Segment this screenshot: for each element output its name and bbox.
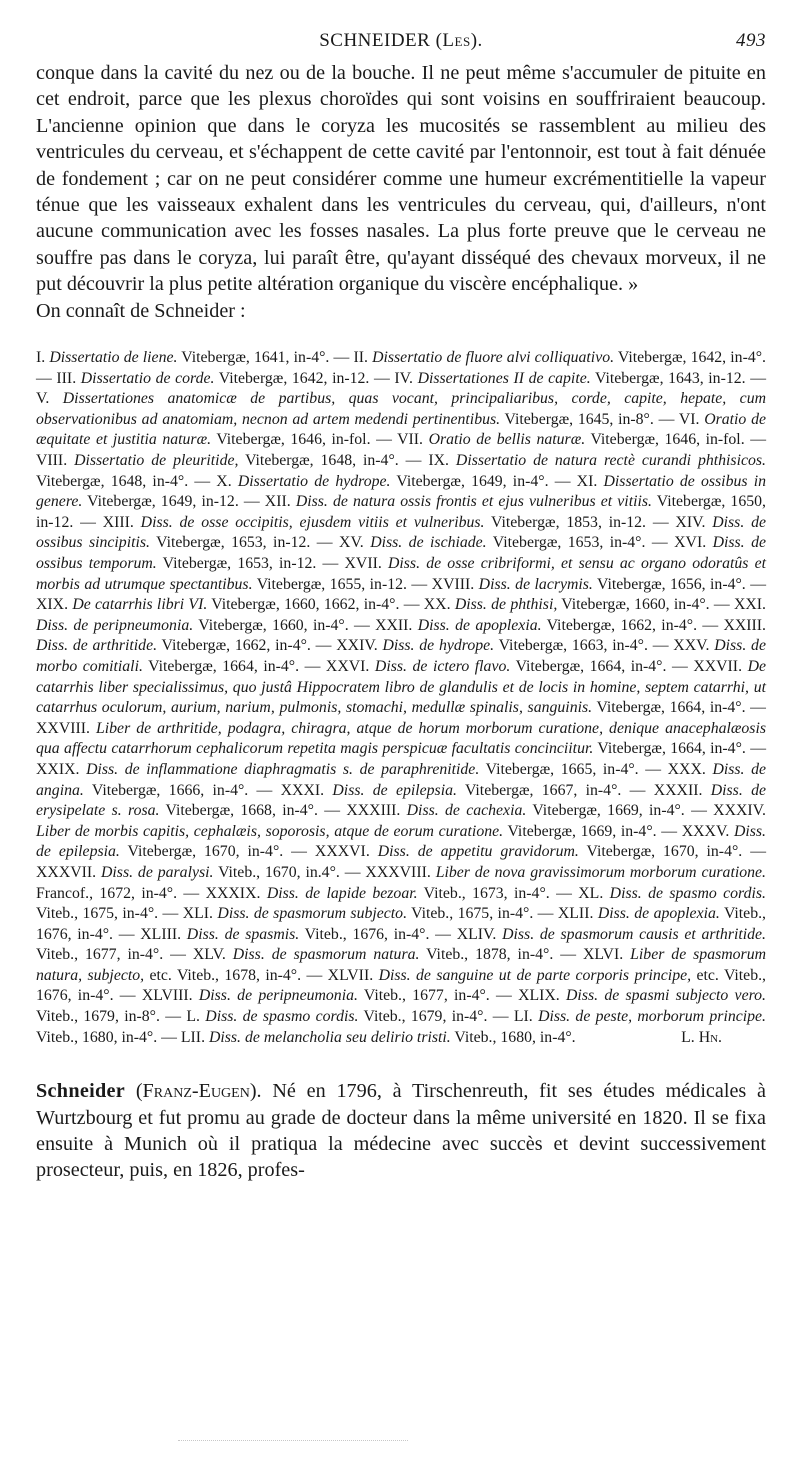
work-title: Dissertatio de pleuritide, [74,452,239,470]
work-title: Diss. de spasmo cordis. [609,884,767,902]
imprint-text: Vitebergæ, 1660, 1662, in-4°. — XX. [207,596,455,614]
imprint-text: Vitebergæ, 1649, in-12. — XII. [82,493,296,511]
work-title: Diss. de ictero flavo. [374,657,511,675]
paragraph-text: conque dans la cavité du nez ou de la bouche. Il ne peut même s'accumuler de pituite en cet endroit, parce que les plexus choroïdes qui sont voisins en souffriraient beaucoup. L'ancienne opinion que dans le coryza les mucosités se rassemblent au milieu des ventricules du cerveau, et s'échappent de cette cavité par l'entonnoir, est tout à fait dénuée de fondement ; car on ne peut considérer comme une humeur excrémentitielle la vapeur ténue que les vaisseaux exhalent dans les ventricules du cerveau, qui, d'ailleurs, n'ont aucune communication avec les fosses nasales. La plus forte preuve que le cerveau ne souffre pas dans le coryza, lui paraît être, qu'ayant disséqué des chevaux morveux, il ne put découvrir la plus petite altération organique du viscère encéphalique. » [36,62,766,296]
work-title: Diss. de ossibus sincipitis. [36,513,766,552]
imprint-text: Vitebergæ, 1669, in-4°. — XXXV. [503,822,734,840]
imprint-text: Vitebergæ, 1650, in-12. — XIII. [36,493,766,531]
work-title: Dissertatio de liene. [49,349,178,367]
work-title: Diss. de morbo comitiali. [36,637,766,675]
imprint-text: Vitebergæ, 1667, in-4°. — XXXII. [456,781,711,799]
work-title: Dissertatio de fluore alvi colliquativo. [372,349,615,367]
work-title: Dissertationes II de capite. [417,369,591,387]
imprint-text: Viteb., 1676, in-4°. — XLIV. [299,925,503,943]
imprint-text: Vitebergæ, 1664, in-4°. — XXVIII. [36,699,766,737]
work-title: Diss. de peripneumonia. [198,987,358,1005]
work-title: Diss. de osse cribriformi, et sensu ac organo odoratûs et morbis ad utrumque spectantibus. [36,555,766,593]
work-title: Diss. de osse occipitis, ejusdem vitiis et vulneribus. [140,513,485,531]
imprint-text: Vitebergæ, 1656, in-4°. — XIX. [36,575,766,614]
imprint-text: Vitebergæ, 1669, in-4°. — XXXIV. [526,802,766,820]
work-title: Diss. de melancholia seu delirio tristi. [208,1028,451,1046]
work-title: Diss. de apoplexia. [417,616,542,634]
work-title: Diss. de epilepsia. [332,781,457,799]
work-title: Diss. de lacrymis. [478,575,593,593]
imprint-text: Vitebergæ, 1662, in-4°. — XXIII. [541,616,767,634]
work-title: Liber de morbis capitis, cephalæis, soporosis, atque de eorum curatione. [36,822,504,840]
imprint-text: Viteb., 1675, in-4°. — XLI. [36,905,218,923]
work-title: Liber de spasmorum natura, subjecto, [36,946,766,984]
imprint-text: Viteb., 1670, in.4°. — XXXVIII. [213,863,436,881]
imprint-text: Vitebergæ, 1853, in-12. — XIV. [484,513,713,531]
document-page [36,30,766,1184]
main-paragraph [36,60,766,324]
next-entry: Schneider (Franz-Eugen). Né en 1796, à Tirschenreuth, fit ses études médicales à Wurtzbourg et fut promu au grade de docteur dans la même université en 1820. Il se fixa ensuite à Munich où il pratiqua la médecine avec succès et devint successivement prosecteur, puis, en 1826, profes- [36,1080,766,1182]
imprint-text: Vitebergæ, 1643, in-12. — V. [36,369,766,408]
work-title: De catarrhis libri VI. [72,596,208,614]
imprint-text: Viteb., 1680, in-4°. [450,1028,576,1046]
work-title: Diss. de ossibus temporum. [36,534,766,572]
work-title: Diss. de angina. [36,760,767,799]
work-title: Liber de nova gravissimorum morborum curatione. [435,863,766,881]
work-title: Diss. de peste, morborum principe. [538,1008,766,1026]
imprint-text: Vitebergæ, 1646, in-fol. — VIII. [36,431,766,470]
imprint-text: Viteb., 1676, in-4°. — XLIII. [36,905,766,943]
work-title: Diss. de peripneumonia. [36,616,194,634]
faint-bottom-mark [178,1440,408,1445]
work-title: Diss. de cachexia. [406,802,527,820]
entry-body-text: Né en 1796, à Tirschenreuth, fit ses études médicales à Wurtzbourg et fut promu au grade de docteur dans la même université en 1820. Il se fixa ensuite à Munich où il pratiqua la médecine avec succès et devint successivement prosecteur, puis, en 1826, profes- [36,1080,766,1182]
work-title: Oratio de bellis naturæ. [428,431,586,449]
work-title: Diss. de lapide bezoar. [266,884,418,902]
imprint-text: Vitebergæ, 1662, in-4°. — XXIV. [157,637,383,655]
work-title: Diss. de epilepsia. [36,822,766,861]
work-title: Oratio de æquitate et justitia naturæ. [36,410,766,449]
work-title: Diss. de natura ossis frontis et ejus vulneribus et vitiis. [295,493,652,511]
work-title: Diss. de ischiade. [370,534,487,552]
imprint-text: Vitebergæ, 1664, in-4°. — XXIX. [36,740,766,778]
imprint-text: Vitebergæ, 1663, in-4°. — XXV. [494,637,715,655]
running-head-title: SCHNEIDER (Les). [319,30,483,51]
page-number: 493 [736,30,766,51]
work-title: Diss. de sanguine ut de parte corporis principe, [378,966,692,984]
imprint-text: Vitebergæ, 1646, in-fol. — VII. [211,431,429,449]
author-signature: L. Hn. [681,1028,722,1046]
imprint-text: Viteb., 1675, in-4°. — XLII. [407,905,598,923]
work-title: Diss. de inflammatione diaphragmatis s. de paraphrenitide. [86,760,480,778]
imprint-text: Vitebergæ, 1642, in-12. — IV. [214,369,418,387]
imprint-text: Viteb., 1680, in-4°. — LII. [36,1028,209,1046]
imprint-text: etc. Viteb., 1678, in-4°. — XLVII. [144,966,379,984]
imprint-text: Viteb., 1677, in-4°. — XLV. [36,946,233,964]
imprint-text: Vitebergæ, 1642, in-4°. — III. [36,349,766,387]
imprint-text: Vitebergæ, 1645, in-8°. — VI. [500,410,705,428]
work-title: Diss. de erysipelate s. rosa. [36,781,766,820]
imprint-text: Vitebergæ, 1641, in-4°. — II. [177,349,373,367]
work-title: Diss. de spasmorum subjecto. [217,905,408,923]
running-head-subtitle: Les [442,30,471,51]
work-title: Dissertatio de natura rectè curandi phthisicos. [455,452,766,470]
imprint-text: Vitebergæ, 1670, in-4°. — XXXVI. [119,843,378,861]
imprint-text: Viteb., 1679, in-8°. — L. [36,1008,206,1026]
bibliography-intro: On connaît de Schneider : [36,299,246,322]
imprint-text: Vitebergæ, 1668, in-4°. — XXXIII. [159,802,407,820]
imprint-text: Vitebergæ, 1665, in-4°. — XXX. [479,760,713,778]
imprint-text: Viteb., 1878, in-4°. — XLVI. [419,946,631,964]
work-title: Dissertationes anatomicæ de partibus, quas vocant, principaliaribus, corde, capite, hepate, cum observationibus ad anatomiam, necnon ad artem medendi pertinentibus. [36,390,766,428]
work-title: Diss. de apoplexia. [597,905,720,923]
imprint-text: Vitebergæ, 1655, in-12. — XVIII. [252,575,479,593]
work-title: Diss. de spasmis. [186,925,300,943]
work-title: Diss. de arthritide. [36,637,158,655]
imprint-text: etc. Viteb., 1676, in-4°. — XLVIII. [36,966,766,1005]
bibliography-text [36,349,766,1046]
imprint-text: Vitebergæ, 1664, in-4°. — XXVII. [510,657,748,675]
work-title: Diss. de hydrope. [382,637,495,655]
work-title: Dissertatio de corde. [80,369,215,387]
work-title: Diss. de phthisi, [454,596,558,614]
running-head [36,30,766,54]
imprint-text: Vitebergæ, 1664, in-4°. — XXVI. [142,657,375,675]
entry-given-name: Franz-Eugen [142,1080,250,1103]
imprint-text: Francof., 1672, in-4°. — XXXIX. [36,884,267,902]
imprint-text: Vitebergæ, 1648, in-4°. — IX. [238,452,456,470]
imprint-text: Viteb., 1679, in-4°. — LI. [358,1008,539,1026]
work-title: Dissertatio de ossibus in genere. [36,472,766,511]
imprint-text: Vitebergæ, 1660, in-4°. — XXII. [193,616,418,634]
imprint-text: Viteb., 1673, in-4°. — XL. [417,884,610,902]
entry-headword: Schneider [36,1080,126,1103]
bibliography-list [36,348,766,1048]
work-title: Diss. de spasmorum natura. [232,946,420,964]
work-title: Diss. de spasmo cordis. [205,1008,359,1026]
imprint-text: Vitebergæ, 1648, in-4°. — X. [36,472,238,490]
imprint-text: Vitebergæ, 1660, in-4°. — XXI. [557,596,766,614]
imprint-text: Vitebergæ, 1649, in-4°. — XI. [390,472,604,490]
work-title: Liber de arthritide, podagra, chiragra, atque de horum morborum curatione, denique anacephalæosis qua affectu catarrhorum cephalicorum repetita magis perspicuæ facultatis concinciitur. [36,719,766,758]
imprint-text: Vitebergæ, 1666, in-4°. — XXXI. [83,781,333,799]
imprint-text: Viteb., 1677, in-4°. — XLIX. [357,987,567,1005]
work-title: Diss. de spasmorum causis et arthritide. [502,925,767,943]
imprint-text: Vitebergæ, 1653, in-12. — XV. [149,534,371,552]
work-title: Diss. de spasmi subjecto vero. [566,987,766,1005]
imprint-text: Vitebergæ, 1653, in-12. — XVII. [156,555,388,572]
imprint-text: I. [36,349,50,367]
imprint-text: Vitebergæ, 1670, in-4°. — XXXVII. [36,843,766,881]
imprint-text: Vitebergæ, 1653, in-4°. — XVI. [486,534,713,552]
work-title: Diss. de appetitu gravidorum. [377,843,579,861]
work-title: De catarrhis liber specialissimus, quo justâ Hippocratem libro de glandulis et de locis in homine, septem catarrhi, ut catarrhus oculorum, aurium, narium, pulmonis, stomachi, medullæ spinalis, sanguinis. [36,657,766,717]
work-title: Diss. de paralysi. [101,863,214,881]
work-title: Dissertatio de hydrope. [237,472,391,490]
